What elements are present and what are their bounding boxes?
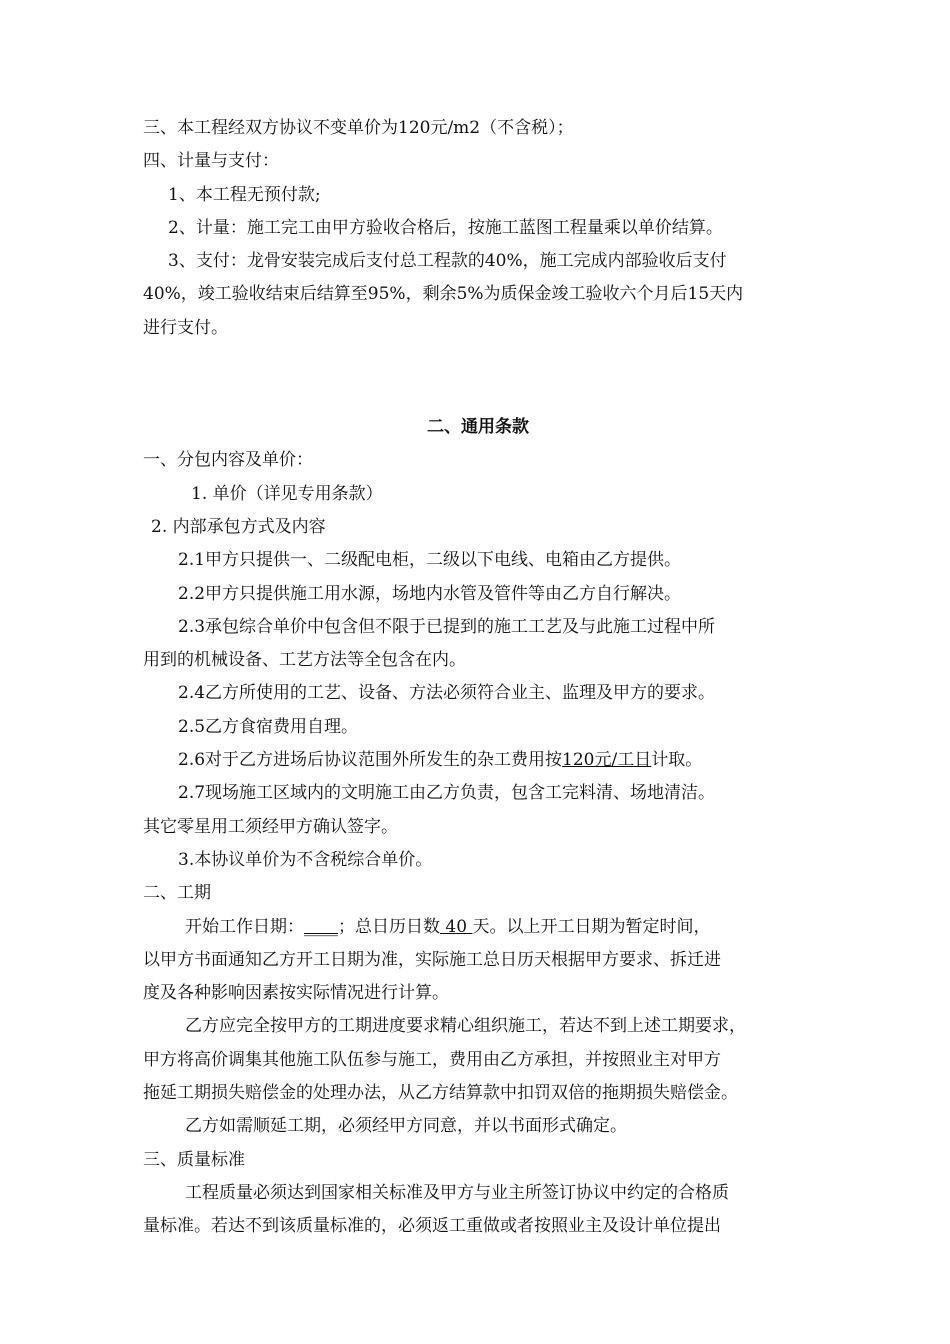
section-heading: 二、工期: [143, 883, 211, 904]
text-span: 2.6对于乙方进场后协议范围外所发生的杂工费用按: [178, 750, 563, 771]
document-body: [143, 112, 813, 1244]
text-line: [143, 744, 813, 777]
text-line: 乙方应完全按甲方的工期进度要求精心组织施工，若达不到上述工期要求，: [185, 1016, 746, 1037]
spacer: [143, 345, 813, 411]
text-line: 3.本协议单价为不含税综合单价。: [178, 849, 433, 870]
chapter-title: 二、通用条款: [427, 417, 529, 438]
text-line: 2.1甲方只提供一、二级配电柜，二级以下电线、电箱由乙方提供。: [178, 550, 682, 571]
text-span: 计取。: [651, 750, 703, 771]
text-line: 3、支付：龙骨安装完成后支付总工程款的40%，施工完成内部验收后支付: [168, 251, 727, 272]
text-line: 40%，竣工验收结束后结算至95%，剩余5%为质保金竣工验收六个月后15天内: [143, 284, 744, 305]
text-span: ；总日历日数: [338, 916, 440, 937]
text-line: 工程质量必须达到国家相关标准及甲方与业主所签订协议中约定的合格质: [185, 1182, 729, 1203]
text-line: 拖延工期损失赔偿金的处理办法，从乙方结算款中扣罚双倍的拖期损失赔偿金。: [143, 1083, 738, 1104]
text-line: 甲方将高价调集其他施工队伍参与施工，费用由乙方承担，并按照业主对甲方: [143, 1049, 721, 1070]
text-line: 其它零星用工须经甲方确认签字。: [143, 816, 398, 837]
text-line: 度及各种影响因素按实际情况进行计算。: [143, 983, 449, 1004]
text-line: 2、计量：施工完工由甲方验收合格后，按施工蓝图工程量乘以单价结算。: [168, 217, 723, 238]
total-days-value: 40: [440, 916, 473, 937]
text-line: [143, 911, 813, 944]
text-line: 2.5乙方食宿费用自理。: [178, 716, 359, 737]
section-heading: 一、分包内容及单价：: [143, 450, 313, 471]
underlined-rate: 120元/工日: [562, 750, 652, 771]
text-span: 开始工作日期：: [185, 916, 304, 937]
text-line: 2.3承包综合单价中包含但不限于已提到的施工工艺及与此施工过程中所: [178, 616, 716, 637]
section-heading: 四、计量与支付：: [143, 151, 279, 172]
text-line: 2.7现场施工区域内的文明施工由乙方负责，包含工完料清、场地清洁。: [178, 783, 716, 804]
text-span: 天。以上开工日期为暂定时间，: [472, 916, 711, 937]
section-heading: 三、质量标准: [143, 1149, 245, 1170]
text-line: 乙方如需顺延工期，必须经甲方同意，并以书面形式确定。: [185, 1116, 627, 1137]
text-line: 三、本工程经双方协议不变单价为120元/m2（不含税）；: [143, 118, 574, 138]
text-line: 进行支付。: [143, 317, 228, 338]
text-line: 1. 单价（详见专用条款）: [191, 483, 383, 504]
start-date-blank: ____: [304, 916, 338, 937]
text-line: 以甲方书面通知乙方开工日期为准，实际施工总日历天根据甲方要求、拆迁进: [143, 949, 721, 970]
text-line: 1、本工程无预付款;: [168, 184, 321, 205]
text-line: 2.4乙方所使用的工艺、设备、方法必须符合业主、监理及甲方的要求。: [178, 683, 716, 704]
text-line: 量标准。若达不到该质量标准的，必须返工重做或者按照业主及设计单位提出: [143, 1216, 721, 1237]
text-line: 用到的机械设备、工艺方法等全包含在内。: [143, 650, 466, 671]
text-line: 2.2甲方只提供施工用水源，场地内水管及管件等由乙方自行解决。: [178, 583, 682, 604]
text-line: 2. 内部承包方式及内容: [151, 516, 326, 537]
